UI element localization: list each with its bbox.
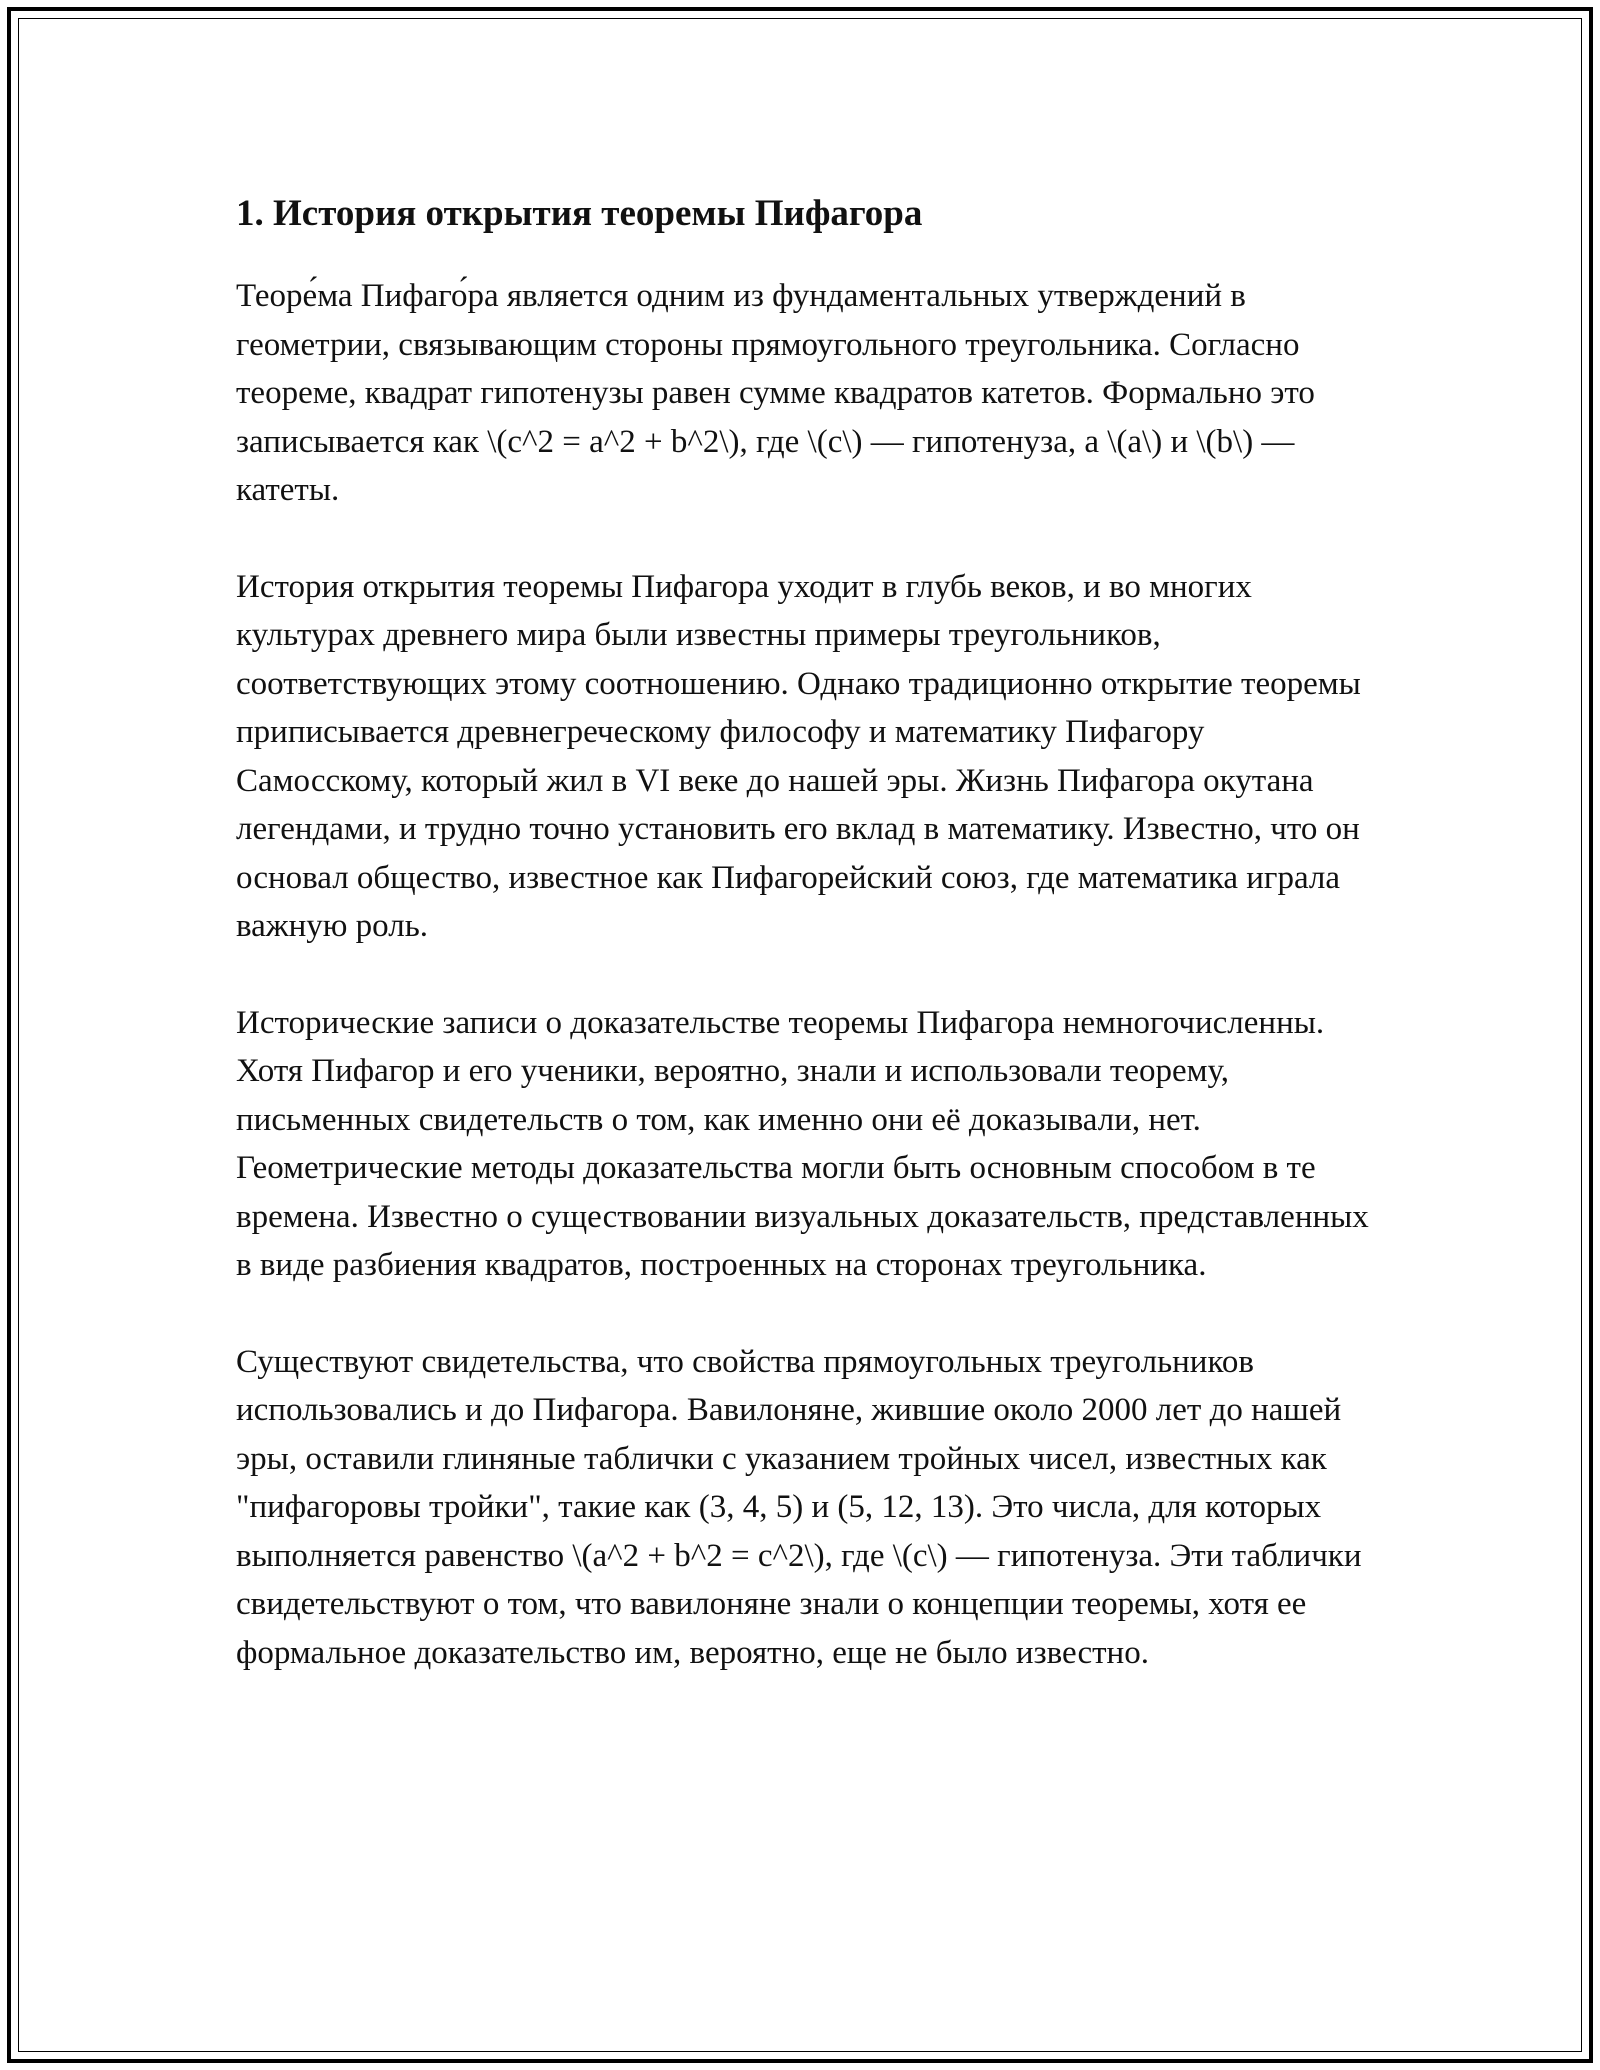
paragraph-4: Существуют свидетельства, что свойства прямоугольных треугольников использовались и до Пифагора. Вавилоняне, жившие около 2000 лет до нашей эры, оставили глиняные таблички с указанием тройных чисел, известных как "пифагоровы тройки", такие как (3, 4, 5) и (5, 12, 13). Это числа, для которых выполняется равенство \(a^2 + b^2 = c^2\), где \(c\) — гипотенуза. Эти таблички свидетельствуют о том, что вавилоняне знали о концепции теоремы, хотя ее формальное доказательство им, вероятно, еще не было известно. [236, 1343, 1362, 1671]
document-body [236, 186, 1376, 1725]
paragraph-1: Теоре́ма Пифаго́ра является одним из фундаментальных утверждений в геометрии, связывающим стороны прямоугольного треугольника. Согласно теореме, квадрат гипотенузы равен сумме квадратов катетов. Формально это записывается как \(c^2 = a^2 + b^2\), где \(c\) — гипотенуза, а \(a\) и \(b\) — катеты. [236, 278, 1315, 508]
paragraph-2: История открытия теоремы Пифагора уходит в глубь веков, и во многих культурах древнего мира были известны примеры треугольников, соответствующих этому соотношению. Однако традиционно открытие теоремы приписывается древнегреческому философу и математику Пифагору Самосскому, который жил в VI веке до нашей эры. Жизнь Пифагора окутана легендами, и трудно точно установить его вклад в математику. Известно, что он основал общество, известное как Пифагорейский союз, где математика играла важную роль. [236, 568, 1361, 944]
section-heading: 1. История открытия теоремы Пифагора [236, 193, 923, 234]
paragraph-3: Исторические записи о доказательстве теоремы Пифагора немногочисленны. Хотя Пифагор и его ученики, вероятно, знали и использовали теорему, письменных свидетельств о том, как именно они её доказывали, нет. Геометрические методы доказательства могли быть основным способом в те времена. Известно о существовании визуальных доказательств, представленных в виде разбиения квадратов, построенных на сторонах треугольника. [236, 1004, 1369, 1283]
